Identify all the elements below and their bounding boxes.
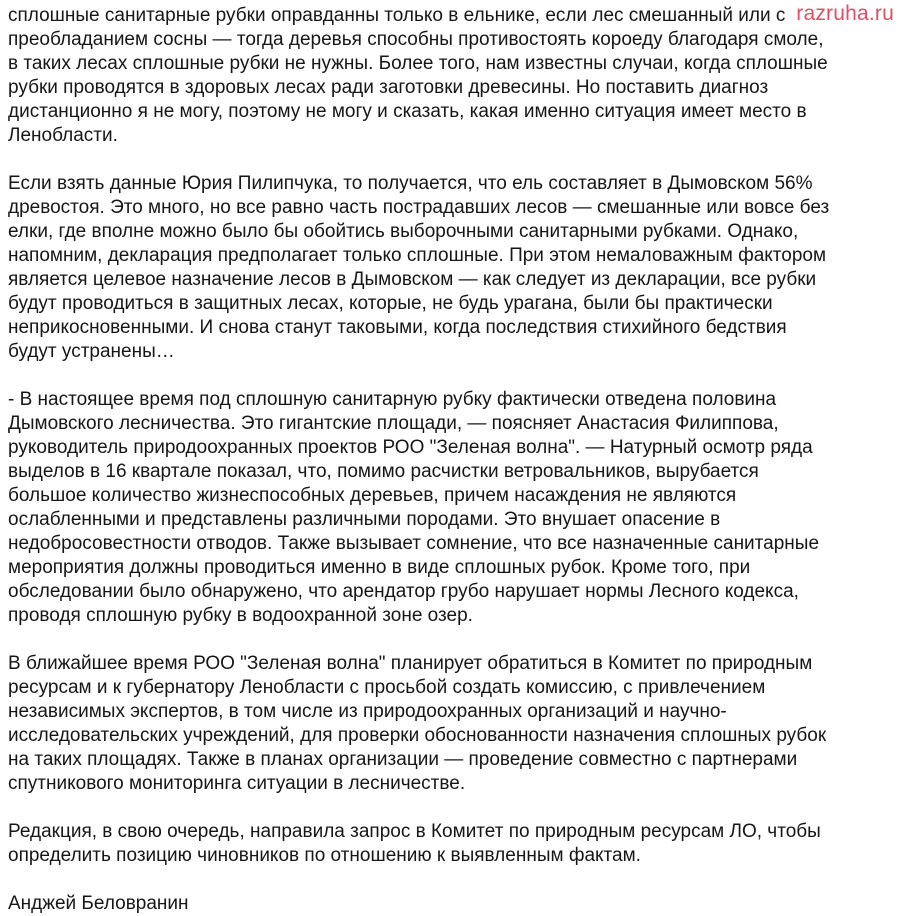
article-body [8, 4, 894, 916]
article-paragraph: Если взять данные Юрия Пилипчука, то получается, что ель составляет в Дымовском 56% древостоя. Это много, но все равно часть пострадавших лесов — смешанные или вовсе без елки, где вполне можно было бы обойтись выборочными санитарными рубками. Однако, напомним, декларация предполагает только сплошные. При этом немаловажным фактором является целевое назначение лесов в Дымовском — как следует из декларации, все рубки будут проводиться в защитных лесах, которые, не будь урагана, были бы практически неприкосновенными. И снова станут таковыми, когда последствия стихийного бедствия будут устранены… [8, 173, 830, 362]
author-signature: Анджей Беловранин [8, 893, 189, 914]
article-paragraph: сплошные санитарные рубки оправданны только в ельнике, если лес смешанный или с преобладанием сосны — тогда деревья способны противостоять короеду благодаря смоле, в таких лесах сплошные рубки не нужны. Более того, нам известны случаи, когда сплошные рубки проводятся в здоровых лесах ради заготовки древесины. Но поставить диагноз дистанционно я не могу, поэтому не могу и сказать, какая именно ситуация имеет место в Ленобласти. [8, 5, 828, 146]
article-paragraph: Редакция, в свою очередь, направила запрос в Комитет по природным ресурсам ЛО, чтобы определить позицию чиновников по отношению к выявленным фактам. [8, 821, 821, 866]
site-watermark: razruha.ru [796, 2, 894, 25]
quote-paragraph: - В настоящее время под сплошную санитарную рубку фактически отведена половина Дымовского лесничества. Это гигантские площади, — поясняет Анастасия Филиппова, руководитель природоохранных проектов РОО "Зеленая волна". — Натурный осмотр ряда выделов в 16 квартале показал, что, помимо расчистки ветровальников, вырубается большое количество жизнеспособных деревьев, причем насаждения не являются ослабленными и представлены различными породами. Это внушает опасение в недобросовестности отводов. Также вызывает сомнение, что все назначенные санитарные мероприятия должны проводиться именно в виде сплошных рубок. Кроме того, при обследовании было обнаружено, что арендатор грубо нарушает нормы Лесного кодекса, проводя сплошную рубку в водоохранной зоне озер. [8, 389, 820, 626]
article-paragraph: В ближайшее время РОО "Зеленая волна" планирует обратиться в Комитет по природным ресурсам и к губернатору Ленобласти с просьбой создать комиссию, с привлечением независимых экспертов, в том числе из природоохранных организаций и научно- исследовательских учреждений, для проверки обоснованности назначения сплошных рубок на таких площадях. Также в планах организации — проведение совместно с партнерами спутникового мониторинга ситуации в лесничестве. [8, 653, 827, 794]
